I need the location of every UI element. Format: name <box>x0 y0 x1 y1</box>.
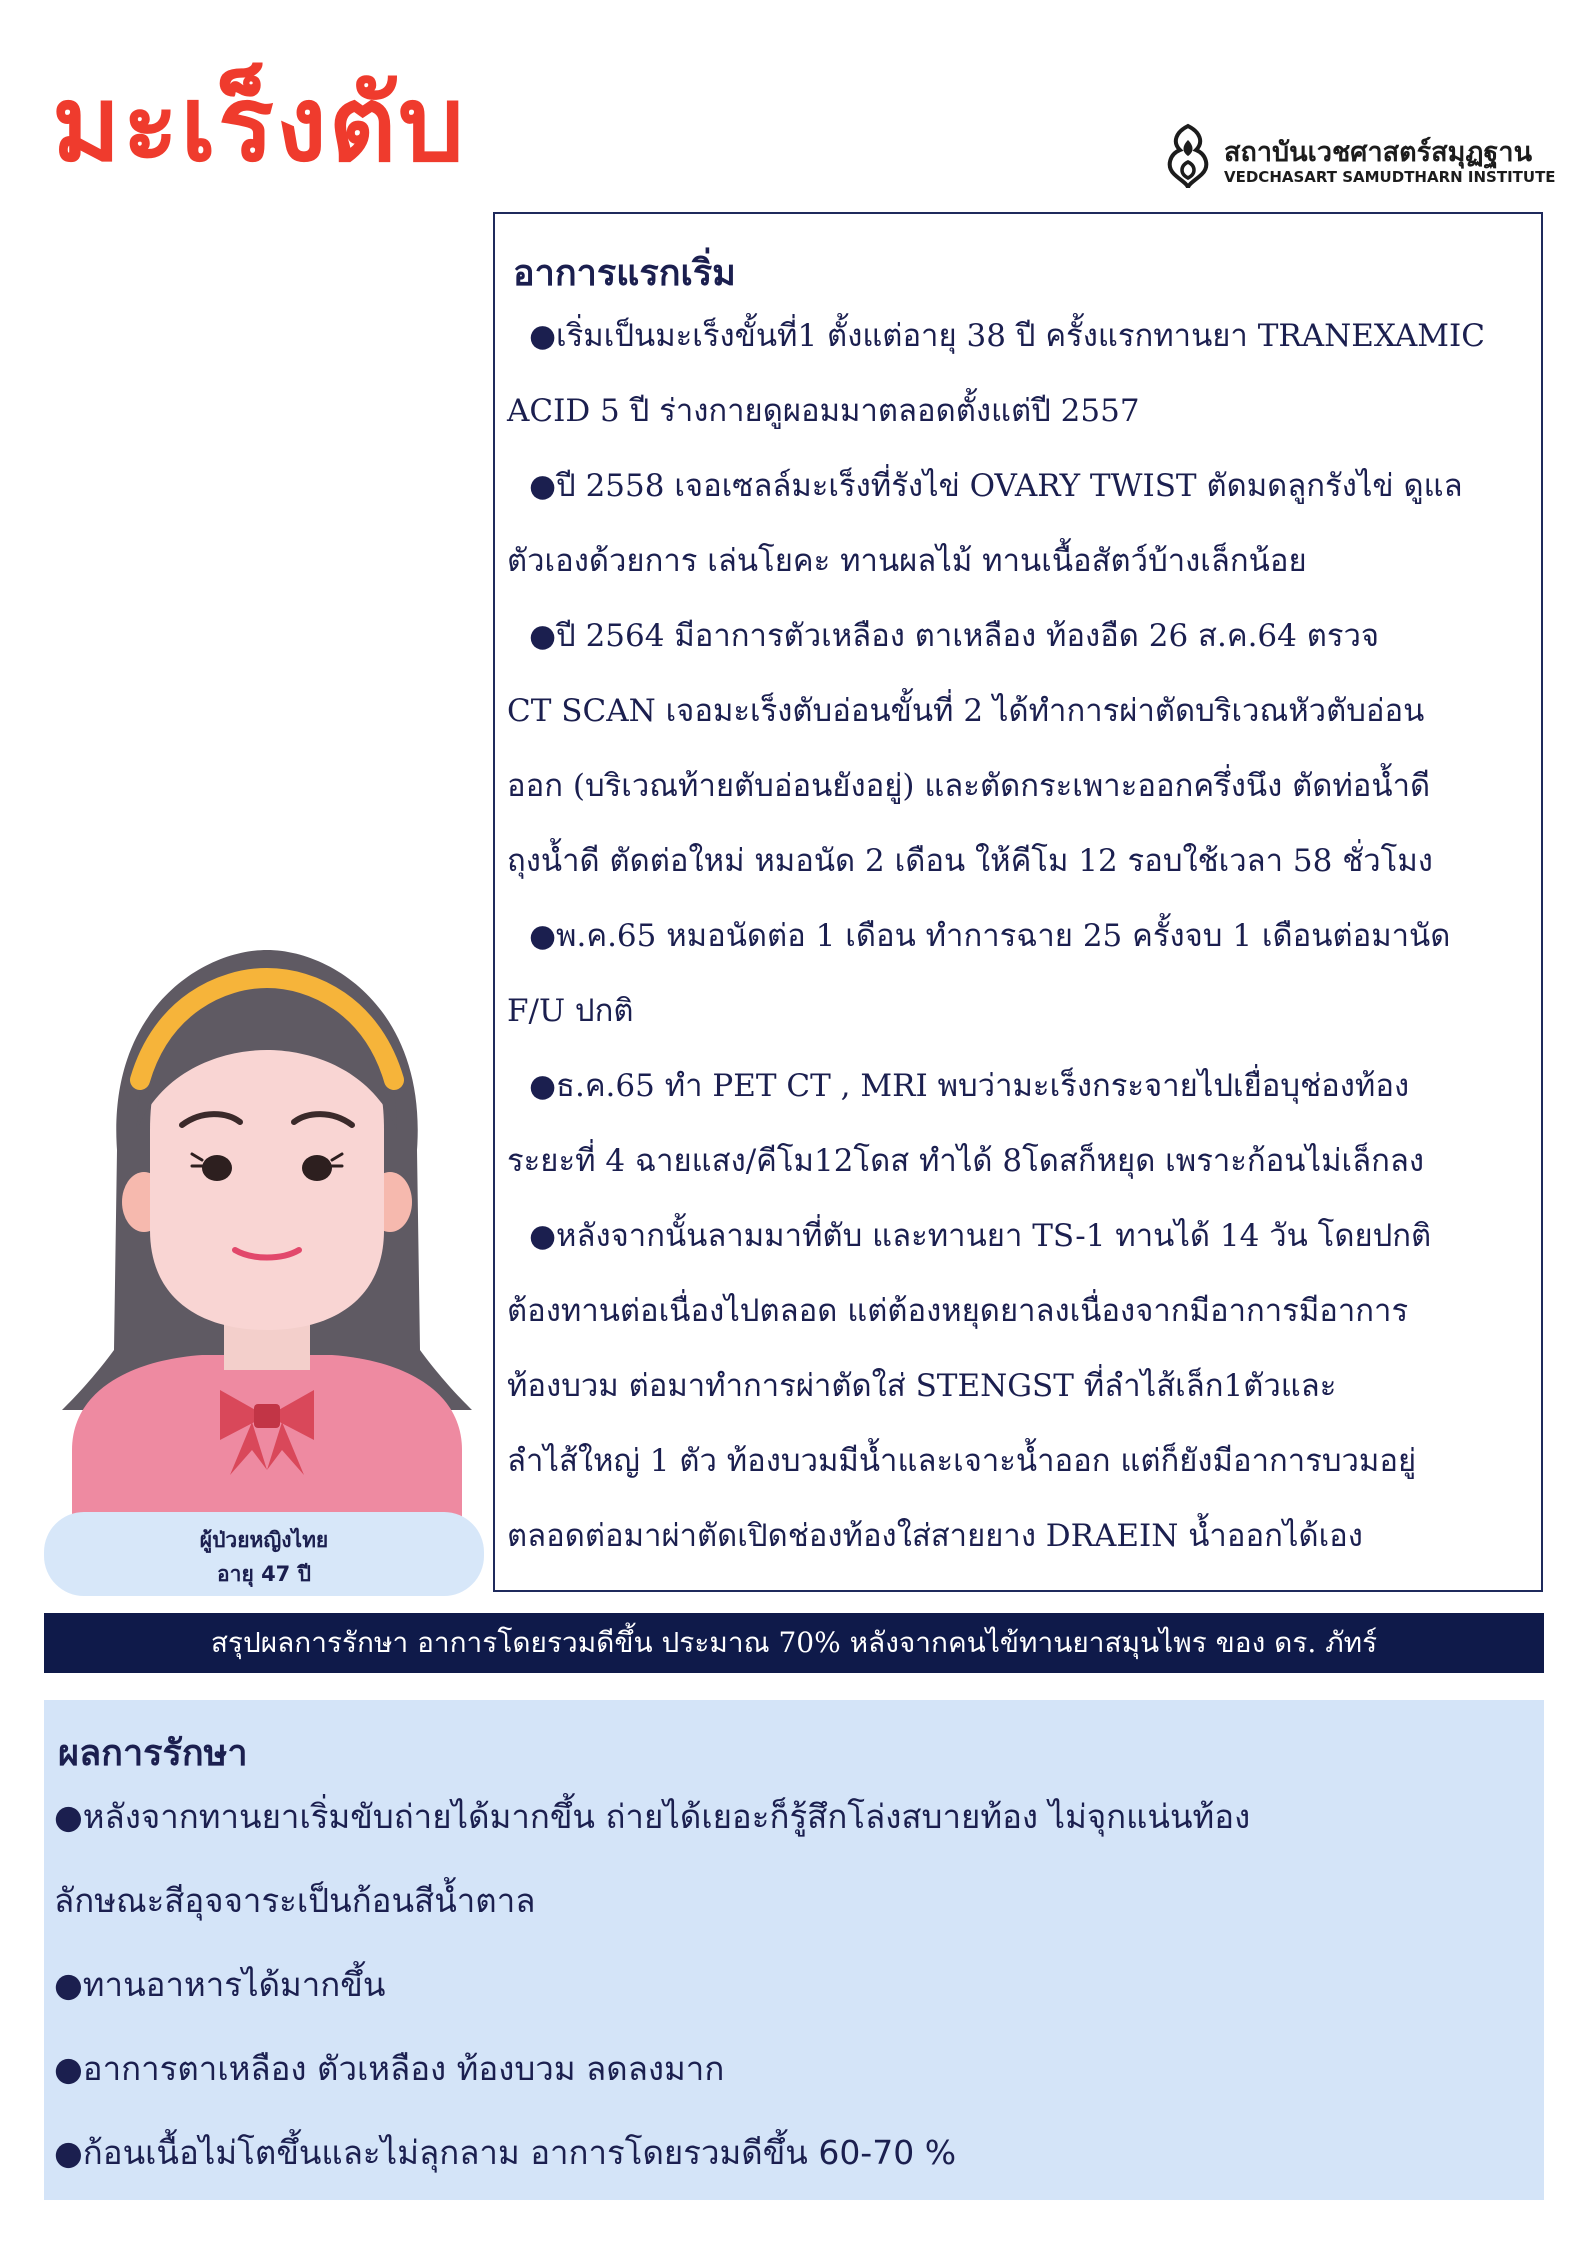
symptom-line <box>507 749 1537 824</box>
result-line: ●อาการตาเหลือง ตัวเหลือง ท้องบวม ลดลงมาก <box>54 2049 725 2088</box>
symptom-line-text: ลำไส้ใหญ่ 1 ตัว ท้องบวมมีน้ำและเจาะน้ำออก แต่ก็ยังมีอาการบวมอยู่ <box>507 1443 1417 1479</box>
treatment-results-panel <box>44 1700 1544 2200</box>
result-line: ลักษณะสีอุจจาระเป็นก้อนสีน้ำตาล <box>54 1881 536 1920</box>
initial-symptoms-panel <box>493 212 1543 1592</box>
symptom-line <box>507 824 1537 899</box>
symptom-line <box>507 449 1537 524</box>
patient-caption <box>44 1512 484 1596</box>
result-line: ●ทานอาหารได้มากขึ้น <box>54 1965 386 2004</box>
symptom-line <box>507 1124 1537 1199</box>
symptom-line <box>507 524 1537 599</box>
patient-age: อายุ 47 ปี <box>217 1562 311 1586</box>
results-list <box>54 1775 1524 2195</box>
institute-name-thai: สถาบันเวชศาสตร์สมุฏฐาน <box>1224 137 1533 168</box>
symptom-line-text: ●เริ่มเป็นมะเร็งขั้นที่1 ตั้งแต่อายุ 38 ปี ครั้งแรกทานยา TRANEXAMIC <box>529 318 1485 354</box>
symptom-line-text: ท้องบวม ต่อมาทำการผ่าตัดใส่ STENGST ที่ลำไส้เล็ก1ตัวและ <box>507 1368 1337 1404</box>
symptom-line-text: ถุงน้ำดี ตัดต่อใหม่ หมอนัด 2 เดือน ให้คีโม 12 รอบใช้เวลา 58 ชั่วโมง <box>507 843 1433 879</box>
institute-name-english: VEDCHASART SAMUDTHARN INSTITUTE <box>1224 168 1556 186</box>
institute-logo-icon <box>1158 122 1218 192</box>
symptom-line-text: ต้องทานต่อเนื่องไปตลอด แต่ต้องหยุดยาลงเนื่องจากมีอาการมีอาการ <box>507 1293 1409 1329</box>
symptom-line <box>507 374 1537 449</box>
result-line: ●หลังจากทานยาเริ่มขับถ่ายได้มากขึ้น ถ่ายได้เยอะก็รู้สึกโล่งสบายท้อง ไม่จุกแน่นท้อง <box>54 1797 1251 1836</box>
symptom-line <box>507 1424 1537 1499</box>
result-line: ●ก้อนเนื้อไม่โตขึ้นและไม่ลุกลาม อาการโดยรวมดีขึ้น 60-70 % <box>54 2133 957 2172</box>
symptoms-list <box>507 299 1537 1574</box>
symptom-line <box>507 974 1537 1049</box>
symptom-line-text: ●ธ.ค.65 ทำ PET CT , MRI พบว่ามะเร็งกระจายไปเยื่อบุช่องท้อง <box>529 1068 1410 1104</box>
symptom-line <box>507 299 1537 374</box>
page-title: มะเร็งตับ <box>52 63 467 185</box>
symptom-line <box>507 599 1537 674</box>
symptom-line <box>507 1274 1537 1349</box>
results-heading: ผลการรักษา <box>58 1733 248 1774</box>
symptom-line-text: ตลอดต่อมาผ่าตัดเปิดช่องท้องใส่สายยาง DRAEIN น้ำออกได้เอง <box>507 1518 1363 1554</box>
institute-logo <box>1158 122 1556 192</box>
symptom-line-text: ระยะที่ 4 ฉายแสง/คีโม12โดส ทำได้ 8โดสก็หยุด เพราะก้อนไม่เล็กลง <box>507 1143 1425 1179</box>
symptom-line-text: ●ปี 2564 มีอาการตัวเหลือง ตาเหลือง ท้องอืด 26 ส.ค.64 ตรวจ <box>529 618 1380 654</box>
symptom-line-text: ●พ.ค.65 หมอนัดต่อ 1 เดือน ทำการฉาย 25 ครั้งจบ 1 เดือนต่อมานัด <box>529 918 1451 954</box>
symptom-line <box>507 674 1537 749</box>
symptom-line <box>507 1349 1537 1424</box>
symptom-line <box>507 1049 1537 1124</box>
symptom-line-text: ●ปี 2558 เจอเซลล์มะเร็งที่รังไข่ OVARY TWIST ตัดมดลูกรังไข่ ดูแล <box>529 468 1463 504</box>
symptom-line-text: ●หลังจากนั้นลามมาที่ตับ และทานยา TS-1 ทานได้ 14 วัน โดยปกติ <box>529 1218 1432 1254</box>
symptoms-heading: อาการแรกเริ่ม <box>513 252 736 294</box>
patient-label: ผู้ป่วยหญิงไทย <box>199 1528 329 1552</box>
symptom-line <box>507 1199 1537 1274</box>
symptom-line-text: F/U ปกติ <box>507 993 634 1029</box>
symptom-line-text: CT SCAN เจอมะเร็งตับอ่อนขั้นที่ 2 ได้ทำการผ่าตัดบริเวณหัวตับอ่อน <box>507 693 1425 729</box>
symptom-line-text: ACID 5 ปี ร่างกายดูผอมมาตลอดตั้งแต่ปี 2557 <box>507 393 1140 429</box>
patient-avatar-illustration <box>52 930 482 1520</box>
symptom-line-text: ตัวเองด้วยการ เล่นโยคะ ทานผลไม้ ทานเนื้อสัตว์บ้างเล็กน้อย <box>507 543 1307 579</box>
symptom-line-text: ออก (บริเวณท้ายตับอ่อนยังอยู่) และตัดกระเพาะออกครึ่งนึง ตัดท่อน้ำดี <box>507 768 1431 804</box>
symptom-line <box>507 899 1537 974</box>
treatment-summary-bar: สรุปผลการรักษา อาการโดยรวมดีขึ้น ประมาณ 70% หลังจากคนไข้ทานยาสมุนไพร ของ ดร. ภัทร์ <box>44 1613 1544 1673</box>
symptom-line <box>507 1499 1537 1574</box>
